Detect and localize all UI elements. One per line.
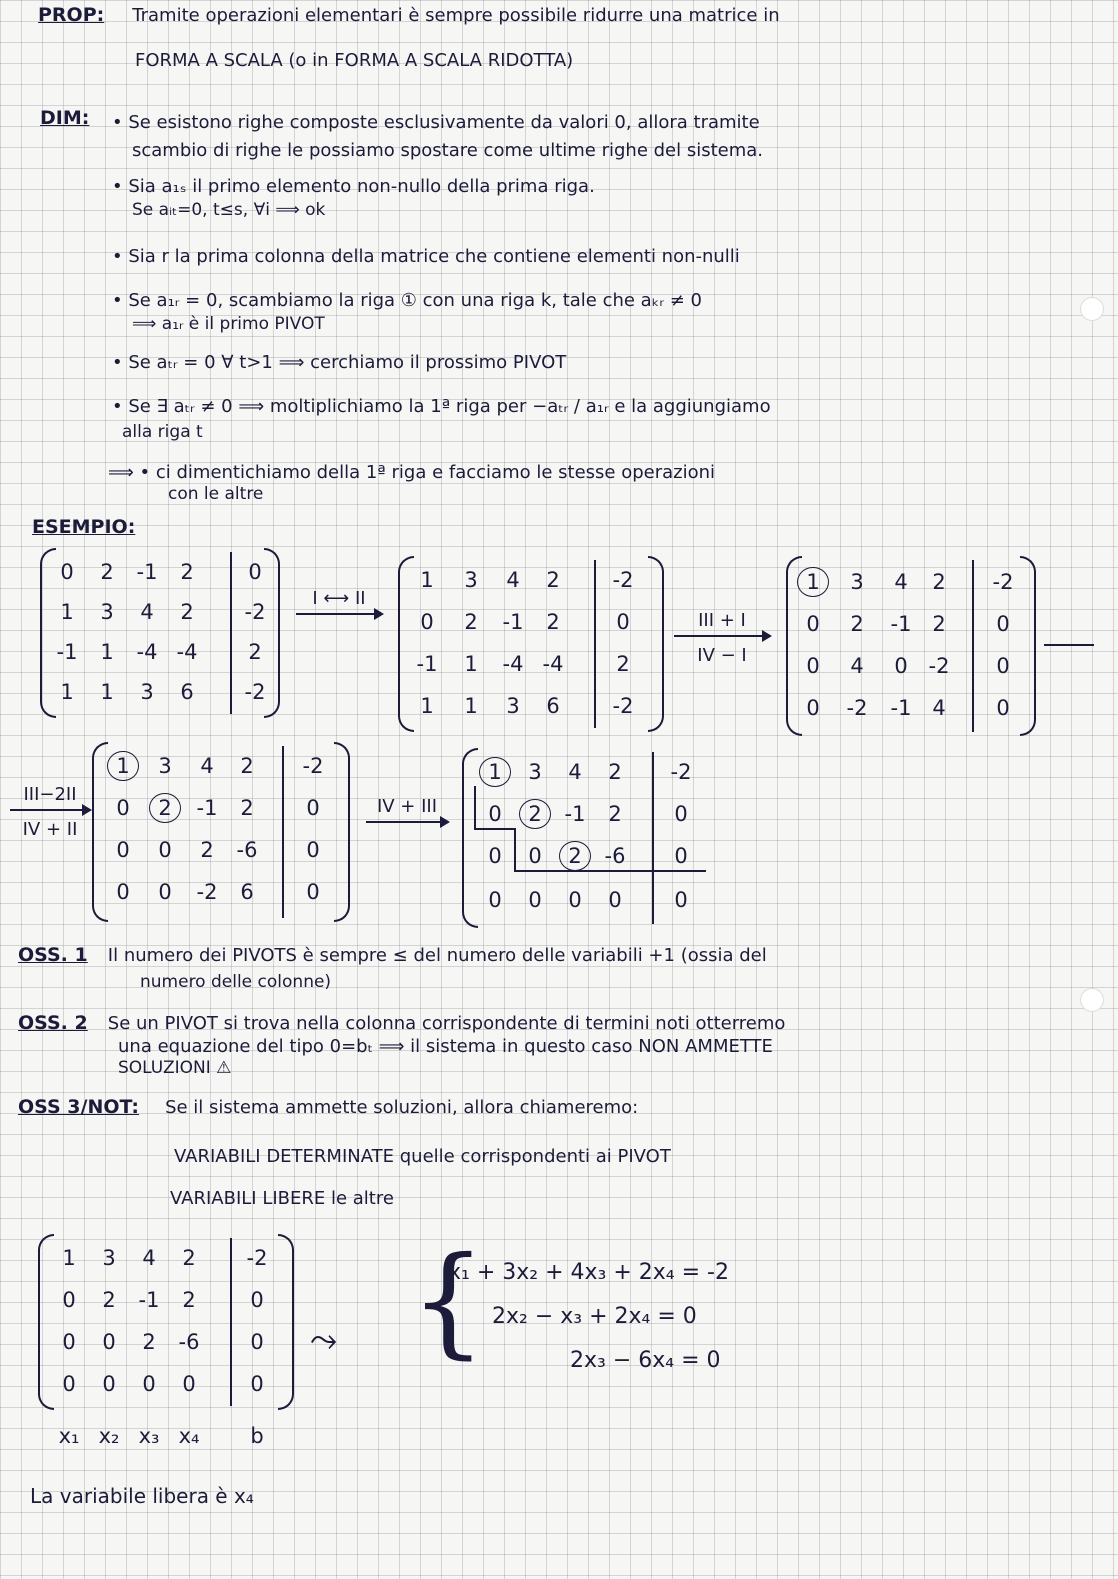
squiggle-arrow-icon: ⤳ xyxy=(310,1320,338,1360)
matrix-row xyxy=(786,604,1036,644)
continuation-dash xyxy=(1044,644,1094,646)
matrix-cell: -2 xyxy=(846,696,868,720)
matrix-cell: 2 xyxy=(546,610,560,634)
row-op-swap xyxy=(296,588,382,615)
matrix-cell: 4 xyxy=(142,1246,156,1270)
matrix-cell: 3 xyxy=(140,680,154,704)
prop-line-1: Tramite operazioni elementari è sempre possibile ridurre una matrice in xyxy=(132,5,780,26)
matrix-cell: 3 xyxy=(850,570,864,594)
equation-2: 2x₂ − x₃ + 2x₄ = 0 xyxy=(492,1304,697,1329)
matrix-cell: -2 xyxy=(612,568,634,592)
matrix-row xyxy=(92,872,350,912)
matrix-cell: 0 xyxy=(62,1372,76,1396)
matrix-cell: -2 xyxy=(928,654,950,678)
matrix-row xyxy=(38,1322,294,1362)
matrix-cell: 0 xyxy=(306,838,320,862)
oss2-line-2: una equazione del tipo 0=bₜ ⟹ il sistema in questo caso NON AMMETTE xyxy=(118,1036,773,1057)
matrix-row xyxy=(398,686,664,726)
matrix-cell: 0 xyxy=(528,844,542,868)
punch-hole-top xyxy=(1080,297,1104,321)
oss3-line-3: VARIABILI LIBERE le altre xyxy=(170,1188,394,1209)
variable-label: x₁ xyxy=(58,1424,80,1448)
matrix-cell: 0 xyxy=(996,654,1010,678)
matrix-cell: -1 xyxy=(890,696,912,720)
matrix-row xyxy=(92,830,350,870)
matrix-cell: -4 xyxy=(176,640,198,664)
dim-line-11: con le altre xyxy=(168,484,264,504)
arrow-right-icon xyxy=(10,809,90,811)
pivot-value: 2 xyxy=(559,841,590,871)
matrix-2 xyxy=(398,556,664,732)
matrix-5 xyxy=(462,748,732,928)
matrix-cell: 0 xyxy=(608,888,622,912)
dim-line-9: alla riga t xyxy=(122,422,203,442)
matrix-cell: 0 xyxy=(996,696,1010,720)
matrix-row xyxy=(92,788,350,828)
equation-1: x₁ + 3x₂ + 4x₃ + 2x₄ = -2 xyxy=(448,1260,729,1285)
matrix-cell: 2 xyxy=(608,760,622,784)
row-op-label: III−2II xyxy=(23,784,77,805)
arrow-right-icon xyxy=(674,635,770,637)
variable-label: x₂ xyxy=(98,1424,120,1448)
matrix-cell: 2 xyxy=(546,568,560,592)
brace-icon: { xyxy=(410,1232,487,1371)
matrix-cell: -1 xyxy=(56,640,78,664)
punch-hole-bottom xyxy=(1080,988,1104,1012)
matrix-cell: 4 xyxy=(140,600,154,624)
matrix-cell: 4 xyxy=(200,754,214,778)
matrix-cell: 0 xyxy=(488,802,502,826)
matrix-cell: -2 xyxy=(244,600,266,624)
matrix-row xyxy=(92,746,350,786)
matrix-cell: 6 xyxy=(180,680,194,704)
matrix-cell: 0 xyxy=(306,796,320,820)
matrix-cell: 2 xyxy=(142,1330,156,1354)
matrix-cell: 3 xyxy=(100,600,114,624)
matrix-cell: 3 xyxy=(506,694,520,718)
matrix-cell: 0 xyxy=(62,1330,76,1354)
matrix-cell: 1 xyxy=(60,680,74,704)
matrix-cell: 0 xyxy=(62,1288,76,1312)
pivot-cell xyxy=(146,788,184,828)
matrix-row xyxy=(462,880,732,920)
matrix-cell: 2 xyxy=(180,560,194,584)
arrow-right-icon xyxy=(296,613,382,615)
matrix-cell: 0 xyxy=(674,802,688,826)
matrix-4 xyxy=(92,742,350,922)
matrix-cell: 2 xyxy=(102,1288,116,1312)
dim-line-5: • Se a₁ᵣ = 0, scambiamo la riga ① con una riga k, tale che aₖᵣ ≠ 0 xyxy=(112,290,703,311)
matrix-cell: -4 xyxy=(502,652,524,676)
matrix-row xyxy=(398,602,664,642)
oss3-section xyxy=(18,1096,638,1118)
pivot-value: 1 xyxy=(107,751,138,781)
matrix-row xyxy=(786,688,1036,728)
matrix-cell: 0 xyxy=(996,612,1010,636)
oss1-label: OSS. 1 xyxy=(18,944,88,966)
dim-line-8: • Se ∃ aₜᵣ ≠ 0 ⟹ moltiplichiamo la 1ª riga per −aₜᵣ / a₁ᵣ e la aggiungiamo xyxy=(112,396,771,417)
matrix-cell: -1 xyxy=(138,1288,160,1312)
matrix-cell: -4 xyxy=(136,640,158,664)
dim-line-6: ⟹ a₁ᵣ è il primo PIVOT xyxy=(132,314,325,334)
matrix-1 xyxy=(40,548,280,718)
matrix-cell: -2 xyxy=(244,680,266,704)
matrix-cell: -2 xyxy=(302,754,324,778)
oss2-line-3: SOLUZIONI ⚠ xyxy=(118,1058,232,1078)
matrix-cell: 0 xyxy=(116,838,130,862)
prop-section xyxy=(38,4,780,26)
equation-system xyxy=(410,1232,810,1396)
matrix-cell: 0 xyxy=(158,880,172,904)
matrix-cell: 2 xyxy=(240,754,254,778)
variable-label: b xyxy=(250,1424,264,1448)
matrix-cell: 1 xyxy=(420,694,434,718)
matrix-cell: 3 xyxy=(102,1246,116,1270)
pivot-cell xyxy=(794,562,832,602)
matrix-3 xyxy=(786,556,1036,736)
matrix-cell: 0 xyxy=(488,888,502,912)
matrix-cell: 0 xyxy=(488,844,502,868)
matrix-row xyxy=(40,632,280,672)
variable-label: x₄ xyxy=(178,1424,200,1448)
dim-line-1: scambio di righe le possiamo spostare come ultime righe del sistema. xyxy=(132,140,764,161)
esempio-label: ESEMPIO: xyxy=(32,516,136,538)
matrix-cell: 1 xyxy=(464,694,478,718)
matrix-6 xyxy=(38,1234,294,1410)
oss3-label: OSS 3/NOT: xyxy=(18,1096,140,1118)
matrix-row xyxy=(786,562,1036,602)
row-op-label: IV − I xyxy=(697,645,747,666)
matrix-cell: -6 xyxy=(236,838,258,862)
matrix-cell: 2 xyxy=(200,838,214,862)
matrix-cell: 4 xyxy=(850,654,864,678)
matrix-cell: 2 xyxy=(850,612,864,636)
matrix-cell: 0 xyxy=(248,560,262,584)
matrix-cell: 2 xyxy=(932,612,946,636)
matrix-cell: 0 xyxy=(616,610,630,634)
pivot-cell xyxy=(476,752,514,792)
matrix-cell: 2 xyxy=(180,600,194,624)
matrix-cell: -2 xyxy=(992,570,1014,594)
matrix-row xyxy=(398,560,664,600)
dim-line-4: • Sia r la prima colonna della matrice che contiene elementi non-nulli xyxy=(112,246,740,267)
matrix-row xyxy=(40,592,280,632)
matrix-cell: 0 xyxy=(894,654,908,678)
oss3-line-2: VARIABILI DETERMINATE quelle corrispondenti ai PIVOT xyxy=(174,1146,671,1167)
row-op-label: IV + II xyxy=(22,819,78,840)
matrix-cell: 2 xyxy=(608,802,622,826)
matrix-cell: 1 xyxy=(464,652,478,676)
oss3-line-1: Se il sistema ammette soluzioni, allora chiameremo: xyxy=(165,1097,639,1118)
matrix-cell: 2 xyxy=(464,610,478,634)
matrix-row xyxy=(40,672,280,712)
matrix-cell: -2 xyxy=(670,760,692,784)
matrix-cell: -6 xyxy=(178,1330,200,1354)
dim-line-3: Se aᵢₜ=0, t≤s, ∀i ⟹ ok xyxy=(132,200,326,220)
matrix-cell: 1 xyxy=(100,680,114,704)
matrix-cell: 1 xyxy=(62,1246,76,1270)
matrix-row xyxy=(398,644,664,684)
matrix-cell: 0 xyxy=(806,654,820,678)
dim-label: DIM: xyxy=(40,107,90,129)
pivot-value: 1 xyxy=(797,567,828,597)
matrix-cell: 1 xyxy=(420,568,434,592)
matrix-row xyxy=(38,1416,294,1456)
row-op-sub xyxy=(10,784,90,840)
oss1-section xyxy=(18,944,767,966)
matrix-cell: 4 xyxy=(568,760,582,784)
matrix-cell: -2 xyxy=(246,1246,268,1270)
matrix-cell: 4 xyxy=(506,568,520,592)
matrix-cell: 0 xyxy=(250,1330,264,1354)
matrix-cell: -1 xyxy=(890,612,912,636)
matrix-cell: 0 xyxy=(116,796,130,820)
matrix-cell: 0 xyxy=(528,888,542,912)
variable-label: x₃ xyxy=(138,1424,160,1448)
matrix-cell: -6 xyxy=(604,844,626,868)
pivot-value: 2 xyxy=(149,793,180,823)
matrix-cell: 0 xyxy=(806,696,820,720)
matrix-cell: 0 xyxy=(250,1288,264,1312)
oss2-section xyxy=(18,1012,785,1034)
matrix-cell: -2 xyxy=(196,880,218,904)
matrix-cell: 0 xyxy=(674,888,688,912)
matrix-cell: 0 xyxy=(102,1330,116,1354)
pivot-cell xyxy=(104,746,142,786)
dim-line-10: ⟹ • ci dimentichiamo della 1ª riga e facciamo le stesse operazioni xyxy=(108,462,716,483)
matrix-cell: -1 xyxy=(416,652,438,676)
matrix-cell: 6 xyxy=(240,880,254,904)
matrix-cell: 0 xyxy=(674,844,688,868)
matrix-row xyxy=(462,752,732,792)
matrix-cell: 0 xyxy=(568,888,582,912)
matrix-cell: 0 xyxy=(306,880,320,904)
pivot-value: 2 xyxy=(519,799,550,829)
matrix-cell: 3 xyxy=(158,754,172,778)
matrix-row xyxy=(462,836,732,876)
matrix-row xyxy=(38,1364,294,1404)
prop-label: PROP: xyxy=(38,4,105,26)
oss2-line-1: Se un PIVOT si trova nella colonna corrispondente di termini noti otterremo xyxy=(107,1013,786,1034)
matrix-cell: 2 xyxy=(240,796,254,820)
matrix-cell: 2 xyxy=(616,652,630,676)
row-op-label: I ⟷ II xyxy=(312,588,366,609)
matrix-cell: 6 xyxy=(546,694,560,718)
matrix-cell: 0 xyxy=(420,610,434,634)
oss2-label: OSS. 2 xyxy=(18,1012,88,1034)
row-op-label: IV + III xyxy=(376,796,438,817)
matrix-cell: -2 xyxy=(612,694,634,718)
row-op-add-2 xyxy=(366,796,448,823)
matrix-cell: -1 xyxy=(502,610,524,634)
matrix-cell: -1 xyxy=(196,796,218,820)
oss1-line-2: numero delle colonne) xyxy=(140,972,332,992)
matrix-cell: 0 xyxy=(60,560,74,584)
matrix-cell: 2 xyxy=(182,1246,196,1270)
matrix-cell: 0 xyxy=(142,1372,156,1396)
prop-line-2: FORMA A SCALA (o in FORMA A SCALA RIDOTTA) xyxy=(135,50,574,71)
free-variable-note: La variabile libera è x₄ xyxy=(30,1484,254,1508)
matrix-cell: 2 xyxy=(248,640,262,664)
matrix-cell: 0 xyxy=(182,1372,196,1396)
matrix-cell: 0 xyxy=(102,1372,116,1396)
row-op-add xyxy=(674,610,770,666)
pivot-cell xyxy=(556,836,594,876)
matrix-cell: -1 xyxy=(136,560,158,584)
matrix-cell: 2 xyxy=(182,1288,196,1312)
arrow-right-icon xyxy=(366,821,448,823)
matrix-row xyxy=(462,794,732,834)
matrix-cell: 0 xyxy=(250,1372,264,1396)
matrix-cell: 0 xyxy=(116,880,130,904)
matrix-cell: 1 xyxy=(100,640,114,664)
oss1-line-1: Il numero dei PIVOTS è sempre ≤ del numero delle variabili +1 (ossia del xyxy=(107,945,767,966)
matrix-cell: 1 xyxy=(60,600,74,624)
matrix-cell: -1 xyxy=(564,802,586,826)
matrix-cell: 4 xyxy=(894,570,908,594)
dim-line-0: • Se esistono righe composte esclusivamente da valori 0, allora tramite xyxy=(112,112,760,133)
row-op-label: III + I xyxy=(698,610,746,631)
matrix-cell: 3 xyxy=(464,568,478,592)
matrix-cell: 4 xyxy=(932,696,946,720)
matrix-cell: 2 xyxy=(100,560,114,584)
matrix-cell: 3 xyxy=(528,760,542,784)
dim-line-2: • Sia a₁ₛ il primo elemento non-nullo della prima riga. xyxy=(112,176,595,197)
matrix-cell: 2 xyxy=(932,570,946,594)
pivot-cell xyxy=(516,794,554,834)
dim-line-7: • Se aₜᵣ = 0 ∀ t>1 ⟹ cerchiamo il prossimo PIVOT xyxy=(112,352,567,373)
matrix-row xyxy=(40,552,280,592)
matrix-cell: -4 xyxy=(542,652,564,676)
matrix-cell: 0 xyxy=(806,612,820,636)
equation-3: 2x₃ − 6x₄ = 0 xyxy=(570,1348,721,1373)
matrix-row xyxy=(38,1238,294,1278)
matrix-row xyxy=(786,646,1036,686)
matrix-row xyxy=(38,1280,294,1320)
variable-labels xyxy=(38,1416,294,1456)
pivot-value: 1 xyxy=(479,757,510,787)
matrix-cell: 0 xyxy=(158,838,172,862)
